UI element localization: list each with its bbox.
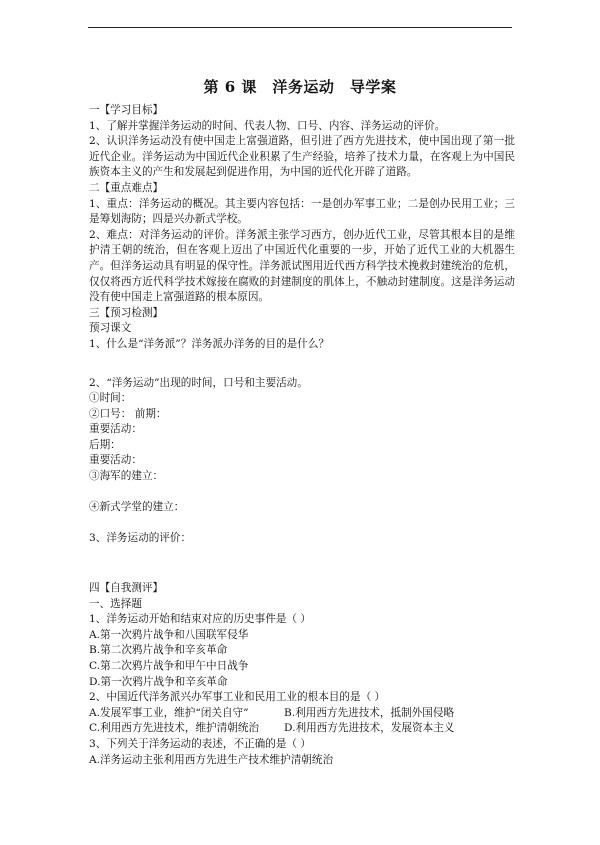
- mcq-2-options-ab: [89, 706, 515, 722]
- key-point-2: 2、难点：对洋务运动的评价。洋务派主张学习西方，创办近代工业，尽管其根本目的是维护清王朝的统治，但在客观上迈出了中国近代化重要的一步，开始了近代工业的大机器生产。但洋务运动具有明显的保守性。洋务派试图用近代西方科学技术挽救封建统治的危机，仅仅将西方近代科学技术嫁接在腐败的封建制度的肌体上，不触动封建制度。这是洋务运动没有使中国走上富强道路的根本原因。: [89, 228, 515, 304]
- mcq-2-option-c: C.利用西方先进技术，维护清朝统治: [89, 722, 260, 735]
- mcq-2-stem: 2、中国近代洋务派兴办军事工业和民用工业的根本目的是（ ）: [89, 691, 386, 704]
- answer-slogan-early: ②口号： 前期：: [89, 407, 167, 420]
- mcq-2-option-d: D.利用西方先进技术，发展资本主义: [284, 722, 455, 735]
- goal-item-2: 2、认识洋务运动没有使中国走上富强道路，但引进了西方先进技术，使中国出现了第一批近代企业。洋务运动为中国近代企业积累了生产经验，培养了技术力量，在客观上为中国民族资本主义的产生和发展起到促进作用，为中国的近代化开辟了道路。: [89, 135, 515, 179]
- mcq-2-options-cd: [89, 721, 515, 737]
- mcq-2-option-b: B.利用西方先进技术，抵制外国侵略: [284, 706, 455, 719]
- key-point-1: 1、重点：洋务运动的概况。其主要内容包括：一是创办军事工业；二是创办民用工业；三是筹划海防；四是兴办新式学校。: [89, 197, 515, 226]
- preview-subheading: 预习课文: [89, 322, 132, 335]
- section-heading-self-test: 四【自我测评】: [89, 582, 164, 595]
- mcq-3-stem: 3、下列关于洋务运动的表述，不正确的是（ ）: [89, 737, 311, 750]
- mcq-2-option-a: A.发展军事工业，维护“闭关自守”: [89, 706, 249, 719]
- mcq-1-stem: 1、洋务运动开始和结束对应的历史事件是（ ）: [89, 613, 311, 626]
- section-heading-preview: 三【预习检测】: [89, 306, 164, 319]
- header-rule: [88, 27, 512, 28]
- self-test-subheading: 一、选择题: [89, 597, 142, 610]
- answer-slogan-later: 后期：: [89, 438, 121, 451]
- page-title: 第 6 课 洋务运动 导学案: [203, 78, 397, 96]
- preview-question-2: 2、“洋务运动”出现的时间，口号和主要活动。: [89, 376, 308, 389]
- answer-navy: ③海军的建立：: [89, 470, 164, 483]
- answer-time: ①时间：: [89, 392, 132, 405]
- preview-question-1: 1、什么是“洋务派”？洋务派办洋务的目的是什么？: [89, 337, 330, 350]
- mcq-1-option-c: C.第二次鸦片战争和甲午中日战争: [89, 660, 249, 672]
- mcq-3-option-a: A.洋务运动主张利用西方先进生产技术维护清朝统治: [89, 753, 334, 766]
- mcq-1-option-a: A.第一次鸦片战争和八国联军侵华: [89, 628, 249, 641]
- goal-item-1: 1、了解并掌握洋务运动的时间、代表人物、口号、内容、洋务运动的评价。: [89, 119, 446, 132]
- preview-question-3: 3、洋务运动的评价：: [89, 532, 192, 545]
- mcq-1-option-d: D.第一次鸦片战争和辛亥革命: [89, 675, 228, 688]
- section-heading-key-points: 二【重点难点】: [89, 181, 164, 194]
- answer-schools: ④新式学堂的建立：: [89, 501, 185, 514]
- answer-activities-early: 重要活动：: [89, 423, 142, 436]
- mcq-1-option-b: B.第二次鸦片战争和辛亥革命: [89, 644, 228, 657]
- section-heading-goals: 一【学习目标】: [89, 104, 164, 116]
- answer-activities-later: 重要活动：: [89, 454, 142, 467]
- document-body: [89, 103, 515, 768]
